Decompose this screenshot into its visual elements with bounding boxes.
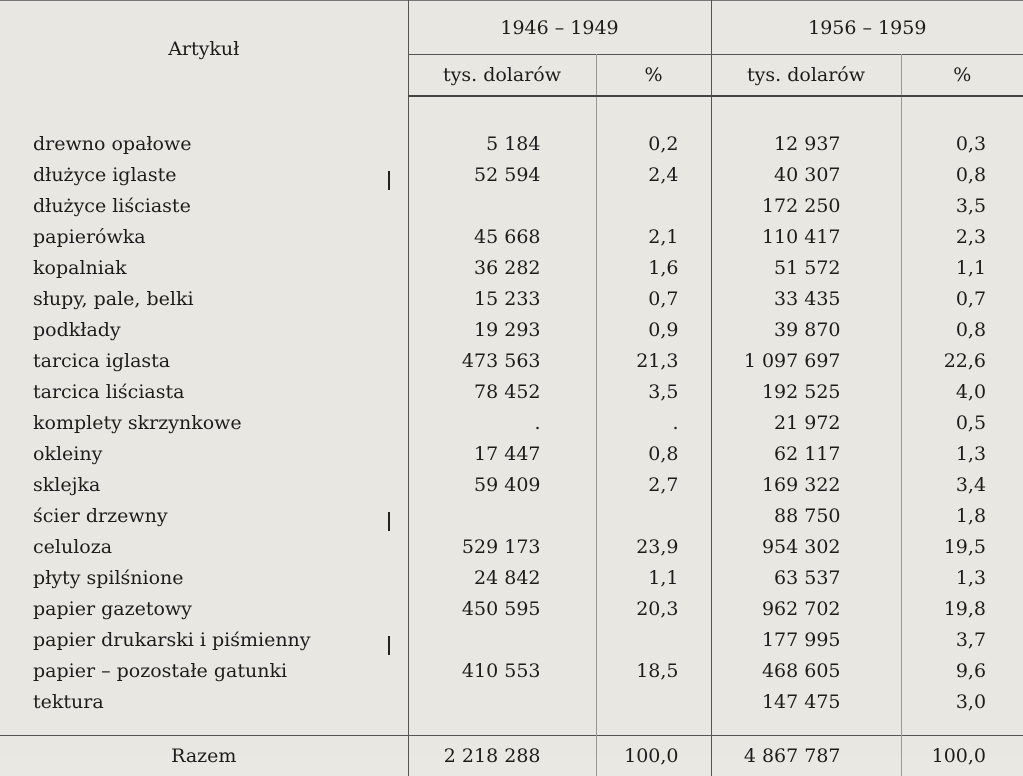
table-row [0, 593, 1023, 624]
percent-1956-1959: 1,1 [901, 252, 1023, 283]
row-label: papier gazetowy [0, 593, 408, 624]
total-label: Razem [0, 736, 408, 776]
percent-1946-1949: 1,6 [596, 252, 711, 283]
percent-1956-1959: 0,7 [901, 283, 1023, 314]
percent-1946-1949: 20,3 [596, 593, 711, 624]
value-1956-1959: 110 417 [711, 221, 901, 252]
value-1956-1959: 39 870 [711, 314, 901, 345]
table-row [0, 531, 1023, 562]
percent-1956-1959: 9,6 [901, 655, 1023, 686]
table-row [0, 438, 1023, 469]
column-header-article: Artykuł [0, 1, 408, 97]
row-label: ścier drzewny [0, 500, 408, 531]
percent-1946-1949: 0,8 [596, 438, 711, 469]
column-header-percent-1: % [596, 55, 711, 97]
percent-1946-1949: . [596, 407, 711, 438]
value-1946-1949 [408, 624, 596, 655]
table-row [0, 283, 1023, 314]
value-1956-1959: 33 435 [711, 283, 901, 314]
value-1946-1949: 78 452 [408, 376, 596, 407]
value-1946-1949: . [408, 407, 596, 438]
percent-1956-1959: 22,6 [901, 345, 1023, 376]
percent-1946-1949: 3,5 [596, 376, 711, 407]
value-1946-1949 [408, 500, 596, 531]
table-row [0, 376, 1023, 407]
value-1946-1949: 19 293 [408, 314, 596, 345]
value-1946-1949: 17 447 [408, 438, 596, 469]
table-row [0, 345, 1023, 376]
column-header-period-1956-1959: 1956 – 1959 [711, 1, 1023, 55]
value-1946-1949: 52 594 [408, 159, 596, 190]
total-percent-1956-1959: 100,0 [901, 736, 1023, 776]
percent-1956-1959: 1,3 [901, 562, 1023, 593]
total-value-1946-1949: 2 218 288 [408, 736, 596, 776]
value-1946-1949: 45 668 [408, 221, 596, 252]
percent-1946-1949 [596, 190, 711, 221]
row-label: podkłady [0, 314, 408, 345]
percent-1946-1949: 1,1 [596, 562, 711, 593]
percent-1956-1959: 0,5 [901, 407, 1023, 438]
value-1956-1959: 21 972 [711, 407, 901, 438]
row-label: dłużyce iglaste [0, 159, 408, 190]
value-1956-1959: 12 937 [711, 128, 901, 159]
percent-1956-1959: 1,3 [901, 438, 1023, 469]
header-row-periods [0, 1, 1023, 55]
value-1946-1949 [408, 190, 596, 221]
row-label: tektura [0, 686, 408, 717]
grouping-brace-icon [382, 512, 390, 531]
value-1956-1959: 177 995 [711, 624, 901, 655]
percent-1946-1949: 2,1 [596, 221, 711, 252]
percent-1946-1949: 0,7 [596, 283, 711, 314]
column-header-value-1: tys. dolarów [408, 55, 596, 97]
value-1956-1959: 40 307 [711, 159, 901, 190]
value-1956-1959: 147 475 [711, 686, 901, 717]
column-header-percent-2: % [901, 55, 1023, 97]
value-1956-1959: 468 605 [711, 655, 901, 686]
value-1956-1959: 51 572 [711, 252, 901, 283]
percent-1956-1959: 19,5 [901, 531, 1023, 562]
percent-1946-1949: 2,4 [596, 159, 711, 190]
value-1946-1949 [408, 686, 596, 717]
table-row [0, 159, 1023, 190]
value-1956-1959: 88 750 [711, 500, 901, 531]
value-1956-1959: 169 322 [711, 469, 901, 500]
row-label: płyty spilśnione [0, 562, 408, 593]
value-1946-1949: 59 409 [408, 469, 596, 500]
table-row [0, 252, 1023, 283]
percent-1946-1949 [596, 686, 711, 717]
row-label: dłużyce liściaste [0, 190, 408, 221]
value-1956-1959: 63 537 [711, 562, 901, 593]
table-row [0, 624, 1023, 655]
table-row [0, 500, 1023, 531]
percent-1956-1959: 4,0 [901, 376, 1023, 407]
row-label: kopalniak [0, 252, 408, 283]
value-1946-1949: 5 184 [408, 128, 596, 159]
table-row [0, 128, 1023, 159]
value-1946-1949: 450 595 [408, 593, 596, 624]
table-body [0, 96, 1023, 736]
percent-1956-1959: 19,8 [901, 593, 1023, 624]
percent-1956-1959: 1,8 [901, 500, 1023, 531]
percent-1956-1959: 3,7 [901, 624, 1023, 655]
percent-1946-1949: 23,9 [596, 531, 711, 562]
spacer-row [0, 96, 1023, 128]
table-row [0, 407, 1023, 438]
value-1946-1949: 36 282 [408, 252, 596, 283]
row-label: papier – pozostałe gatunki [0, 655, 408, 686]
value-1956-1959: 954 302 [711, 531, 901, 562]
table-row [0, 469, 1023, 500]
value-1956-1959: 172 250 [711, 190, 901, 221]
value-1956-1959: 192 525 [711, 376, 901, 407]
row-label: drewno opałowe [0, 128, 408, 159]
row-label: sklejka [0, 469, 408, 500]
table-row [0, 686, 1023, 717]
value-1946-1949: 24 842 [408, 562, 596, 593]
grouping-brace-icon [382, 636, 390, 655]
row-label: okleiny [0, 438, 408, 469]
value-1956-1959: 1 097 697 [711, 345, 901, 376]
row-label: komplety skrzynkowe [0, 407, 408, 438]
percent-1956-1959: 0,8 [901, 314, 1023, 345]
grouping-brace-icon [382, 171, 390, 190]
value-1946-1949: 410 553 [408, 655, 596, 686]
table-row [0, 562, 1023, 593]
row-label: papierówka [0, 221, 408, 252]
percent-1956-1959: 3,0 [901, 686, 1023, 717]
table-row [0, 221, 1023, 252]
table-row [0, 190, 1023, 221]
column-header-value-2: tys. dolarów [711, 55, 901, 97]
value-1946-1949: 473 563 [408, 345, 596, 376]
row-label: celuloza [0, 531, 408, 562]
value-1946-1949: 15 233 [408, 283, 596, 314]
percent-1946-1949 [596, 624, 711, 655]
spacer-row [0, 717, 1023, 736]
percent-1946-1949: 21,3 [596, 345, 711, 376]
total-percent-1946-1949: 100,0 [596, 736, 711, 776]
percent-1956-1959: 3,4 [901, 469, 1023, 500]
row-label: tarcica iglasta [0, 345, 408, 376]
row-label: tarcica liściasta [0, 376, 408, 407]
row-label: słupy, pale, belki [0, 283, 408, 314]
column-header-period-1946-1949: 1946 – 1949 [408, 1, 711, 55]
percent-1946-1949: 0,9 [596, 314, 711, 345]
percent-1956-1959: 3,5 [901, 190, 1023, 221]
value-1956-1959: 62 117 [711, 438, 901, 469]
total-value-1956-1959: 4 867 787 [711, 736, 901, 776]
percent-1946-1949: 2,7 [596, 469, 711, 500]
table-row [0, 655, 1023, 686]
percent-1956-1959: 0,8 [901, 159, 1023, 190]
percent-1946-1949: 18,5 [596, 655, 711, 686]
row-label: papier drukarski i piśmienny [0, 624, 408, 655]
percent-1946-1949 [596, 500, 711, 531]
value-1956-1959: 962 702 [711, 593, 901, 624]
percent-1946-1949: 0,2 [596, 128, 711, 159]
percent-1956-1959: 0,3 [901, 128, 1023, 159]
value-1946-1949: 529 173 [408, 531, 596, 562]
percent-1956-1959: 2,3 [901, 221, 1023, 252]
table-row [0, 314, 1023, 345]
